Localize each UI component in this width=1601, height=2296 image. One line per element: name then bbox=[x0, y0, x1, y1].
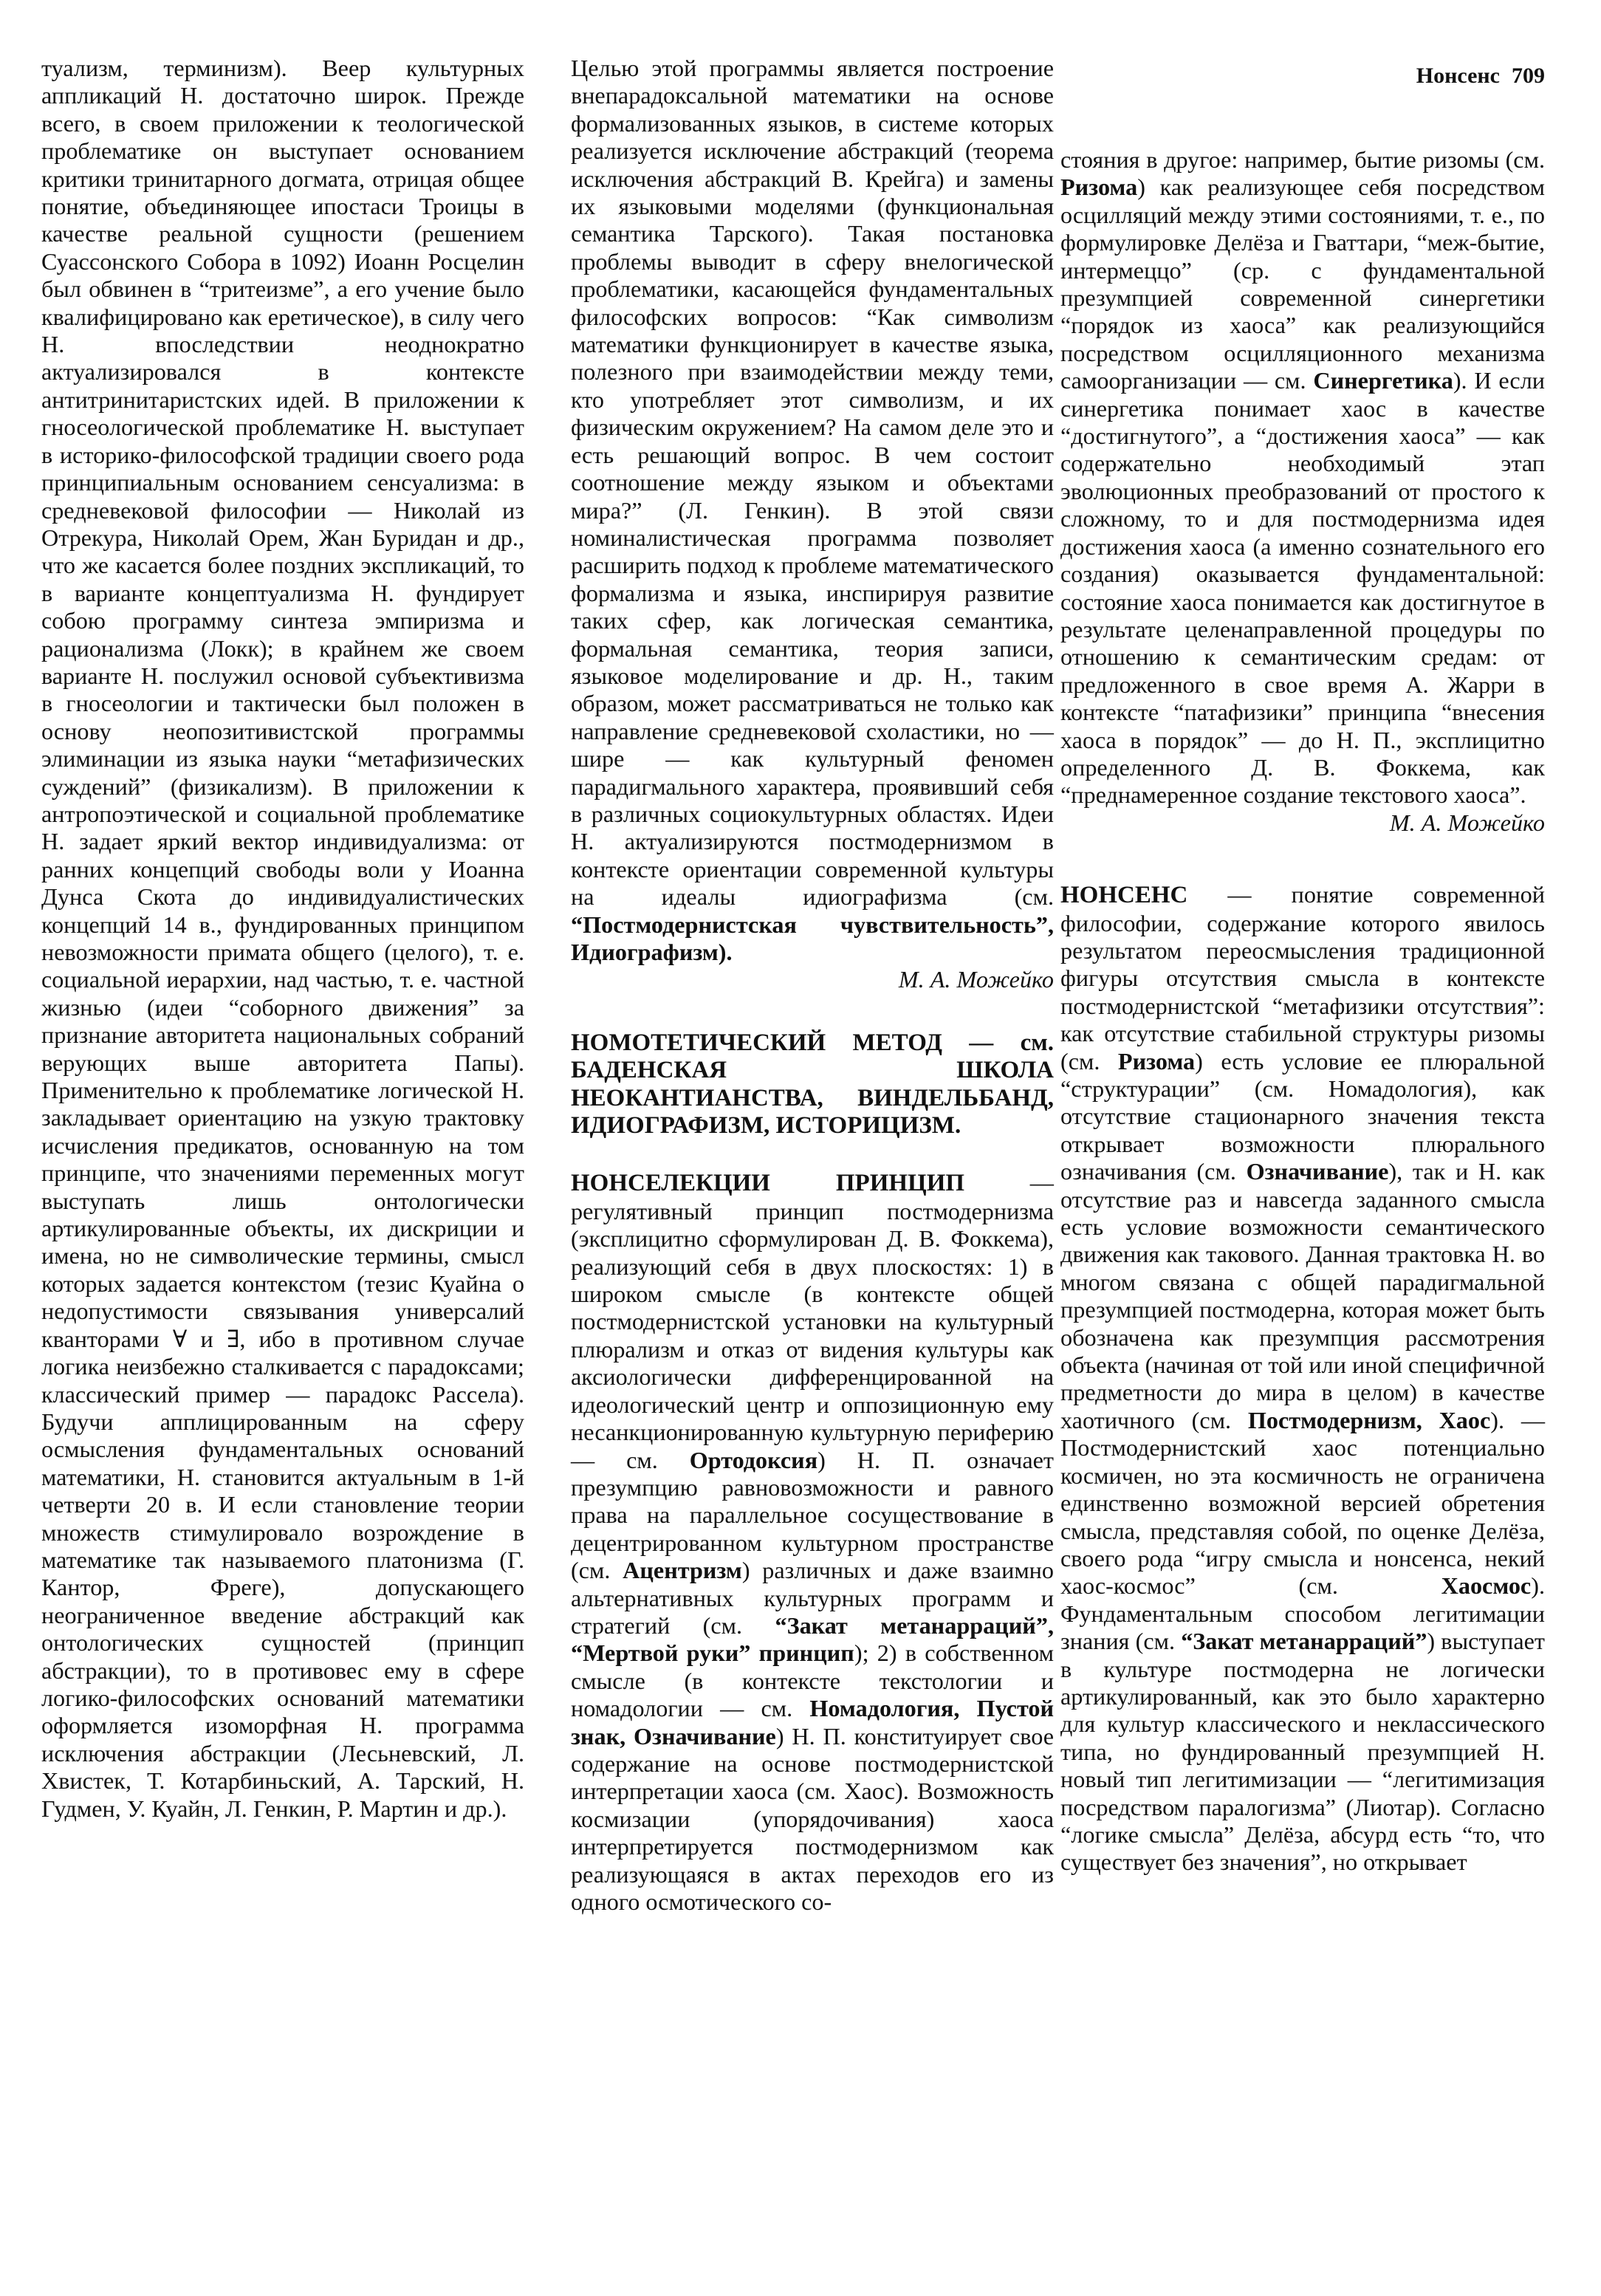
author-signature: М. А. Можейко bbox=[898, 966, 1054, 993]
entry-heading bbox=[571, 1029, 1054, 1140]
author-signature: М. А. Можейко bbox=[1389, 809, 1545, 836]
paragraph-text: — регулятивный принцип постмодернизма (эксплицитно сформулирован Д. В. Фоккема), реализующий себя в двух плоскостях: 1) в широком смысле (в контексте общей постмодернистской установки на культурный плюрализм и отказ от видения культуры как аксиологически дифференцированной на идеологический центр и оппозиционную ему несанкционированную культурную периферию — см. bbox=[571, 1169, 1054, 1473]
paragraph-text: ) Н. П. конституирует свое содержание на основе постмодернистской интерпретации хаоса (см. Хаос). Возможность космизации (упорядочивания) хаоса интерпретируется постмодернизмом как реализующаяся в актах переходов его из одного осмотического со- bbox=[571, 1722, 1054, 1915]
paragraph-text: ) выступает в культуре постмодерна не логически артикулированный, как это было характерно для культур классического и неклассического типа, но фундированный презумпцией Н. новый тип легитимизации — “легитимизация посредством паралогизма” (Лиотар). Согласно “логике смысла” Делёза, абсурд есть “то, что существует без значения”, но открывает bbox=[1060, 1628, 1545, 1876]
column-3 bbox=[1060, 146, 1545, 1877]
cross-reference: “Закат метанарраций” bbox=[1181, 1628, 1427, 1655]
paragraph bbox=[1060, 146, 1545, 809]
entry-term: НОМОТЕТИЧЕСКИЙ МЕТОД bbox=[571, 1029, 942, 1056]
paragraph-text: ) Н. П. означает презумпцию равновозможности и равного права на параллельное сосуществование в децентрированном культурном пространстве (см. bbox=[571, 1446, 1055, 1584]
paragraph-text: ). И если синергетика понимает хаос в качестве “достигнутого”, а “достижения хаоса” — как содержательно необходимый этап эволюционных преобразований от простого к сложному, то и для постмодернизма идея достижения хаоса (а именно сознательного его создания) оказывается фундаментальной: состояние хаоса понимается как достигнутое в результате целенаправленной процедуры по отношению к семантическим средам: от предложенного в свое время А. Жарри в контексте “патафизики” принципа “внесения хаоса в порядок” — до Н. П., эксплицитно определенного Д. В. Фоккема, как “преднамеренное создание текстового хаоса”. bbox=[1060, 367, 1545, 809]
paragraph-text: ) как реализующее себя посредством осцилляций между этими состояниями, т. е., по формулировке Делёза и Гваттари, “меж-бытие, интермеццо” (ср. с фундаментальной презумпцией современной синергетики “порядок из хаоса” как реализующийся посредством осцилляционного механизма самоорганизации — см. bbox=[1060, 174, 1545, 394]
paragraph-text: — понятие современной философии, содержание которого явилось результатом переосмысления традиционной фигуры отсутствия смысла в контексте постмодернистской “метафизики отсутствия”: как отсутствие стабильной структуры ризомы (см. bbox=[1060, 881, 1545, 1075]
header-title: Нонсенс bbox=[1416, 64, 1500, 88]
column-2 bbox=[571, 55, 1054, 1916]
paragraph-text: стояния в другое: например, бытие ризомы (см. bbox=[1060, 146, 1545, 173]
entry-term: НОНСЕНС bbox=[1060, 882, 1188, 909]
paragraph: туализм, терминизм). Веер культурных аппликаций Н. достаточно широк. Прежде всего, в своем приложении к теологической проблематике он выступает основанием критики тринитарного догмата, отрицая общее понятие, объединяющее ипостаси Троицы в качестве реальной сущности (решением Суассонского Собора в 1092) Иоанн Росцелин был обвинен в “тритеизме”, а его учение было квалифицировано как еретическое), в силу чего Н. впоследствии неоднократно актуализировался в контексте антитринитаристских идей. В приложении к гносеологической проблематике Н. выступает в историко-философской традиции своего рода принципиальным основанием сенсуализма: в средневековой философии — Николай из Отрекура, Николай Орем, Жан Буридан и др., что же касается более поздних экспликаций, то в варианте концептуализма Н. фундирует собою программу синтеза эмпиризма и рационализма (Локк); в крайнем же своем варианте Н. послужил основой субъективизма в гносеологии и тактически был положен в основу неопозитивистской программы элиминации из языка науки “метафизических суждений” (физикализм). В приложении к антропоэтической и социальной проблематике Н. задает яркий вектор индивидуализма: от ранних концепций свободы воли у Иоанна Дунса Скота до индивидуалистических концепций 14 в., фундированных принципом невозможности примата общего (целого), т. е. социальной иерархии, над частью, т. е. частной жизнью (идеи “соборного движения” за признание авторитета национальных собраний верующих выше авторитета Папы). Применительно к проблематике логической Н. закладывает ориентацию на узкую трактовку исчисления предикатов, основанную на том принципе, что значениями переменных могут выступать лишь онтологически артикулированные объекты, их дискриции и имена, но не символические термины, смысл которых задается контекстом (тезис Куайна о недопустимости связывания универсалий кванторами ∀ и ∃, ибо в противном случае логика неизбежно сталкивается с парадоксами; классический пример — парадокс Рассела). Будучи апплицированным на сферу осмысления фундаментальных оснований математики, Н. становится актуальным в 1-й четверти 20 в. И если становление теории множеств стимулировало возрождение в математике так называемого платонизма (Г. Кантор, Фреге), допускающего неограниченное введение абстракций как онтологических сущностей (принцип абстракции), то в противовес ему в сфере логико-философских оснований математики оформляется изоморфная Н. программа исключения абстракции (Лесьневский, Л. Хвистек, Т. Котарбиньский, А. Тарский, Н. Гудмен, У. Куайн, Л. Генкин, Р. Мартин и др.). bbox=[41, 55, 524, 1822]
paragraph-text: ) есть условие ее плюральной “структурации” (см. Номадология), как отсутствие стационарного значения текста открывает возможности плюрального означивания (см. bbox=[1060, 1047, 1545, 1185]
cross-reference: Хаосмос bbox=[1441, 1572, 1532, 1600]
cross-reference: “Постмодернистская чувствительность”, Идиографизм). bbox=[571, 911, 1054, 965]
paragraph-text: ). — Постмодернистский хаос потенциально космичен, но эта космичность не ограничена единственно возможной версией обретения смысла, представляя собой, по оценке Делёза, своего рода “игру смысла и нонсенса, некий хаос-космос” (см. bbox=[1060, 1406, 1546, 1600]
entry-paragraph bbox=[1060, 881, 1545, 1877]
cross-reference: Ортодоксия bbox=[689, 1446, 818, 1473]
entry-paragraph bbox=[571, 1169, 1054, 1916]
cross-reference: Постмодернизм, Хаос bbox=[1247, 1406, 1491, 1433]
cross-reference: Номадология, Пустой знак, Означивание bbox=[571, 1695, 1054, 1750]
paragraph-text: ), так и Н. как отсутствие раз и навсегда заданного смысла есть условие возможности семантического движения как такового. Данная трактовка Н. во многом связана с общей парадигмальной презумпцией постмодерна, которая может быть обозначена как презумпция рассмотрения объекта (начиная от той или иной специфичной предметности до мира в целом) в качестве хаотичного (см. bbox=[1060, 1158, 1545, 1433]
cross-reference: “Закат метанарраций”, “Мертвой руки” принцип bbox=[571, 1611, 1054, 1667]
cross-reference: Ацентризм bbox=[623, 1557, 742, 1584]
cross-reference: Означивание bbox=[1246, 1158, 1389, 1185]
cross-reference: Ризома bbox=[1117, 1047, 1196, 1075]
page-number: 709 bbox=[1512, 64, 1545, 88]
paragraph-text: ) различных и даже взаимно альтернативных культурных программ и стратегий (см. bbox=[571, 1557, 1055, 1639]
entry-see-also: — см. БАДЕНСКАЯ ШКОЛА НЕОКАНТИАНСТВА, ВИНДЕЛЬБАНД, ИДИОГРАФИЗМ, ИСТОРИЦИЗМ. bbox=[571, 1029, 1054, 1140]
column-1 bbox=[41, 55, 524, 1823]
cross-reference: Синергетика bbox=[1313, 367, 1453, 394]
running-header bbox=[1359, 64, 1545, 89]
paragraph-text: ). Фундаментальным способом легитимации знания (см. bbox=[1060, 1572, 1545, 1655]
paragraph bbox=[571, 55, 1054, 966]
paragraph-text: ); 2) в собственном смысле (в контексте текстологии и номадологии — см. bbox=[571, 1639, 1054, 1722]
entry-term: НОНСЕЛЕКЦИИ ПРИНЦИП bbox=[571, 1170, 965, 1197]
paragraph-text: Целью этой программы является построение внепарадоксальной математики на основе формализованных языков, в системе которых реализуется исключение абстракций (теорема исключения абстракций В. Крейга) и замены их языковыми моделями (функциональная семантика Тарского). Такая постановка проблемы выводит в сферу внелогической проблематики, касающейся фундаментальных философских вопросов: “Как символизм математики функционирует в качестве языка, полезного при взаимодействии между теми, кто употребляет этот символизм, и их физическим окружением? На самом деле это и есть решающий вопрос. В чем состоит соотношение между языком и объектами мира?” (Л. Генкин). В этой связи номиналистическая программа позволяет расширить подход к проблеме математического формализма и языка, инспирируя развитие таких сфер, как логическая семантика, формальная семантика, теория записи, языковое моделирование и др. Н., таким образом, может рассматриваться не только как направление средневековой схоластики, но — шире — как культурный феномен парадигмального характера, проявивший себя в различных социокультурных областях. Идеи Н. актуализируются постмодернизмом в контексте ориентации современной культуры на идеалы идиографизма (см. bbox=[571, 55, 1054, 911]
cross-reference: Ризома bbox=[1060, 174, 1138, 201]
